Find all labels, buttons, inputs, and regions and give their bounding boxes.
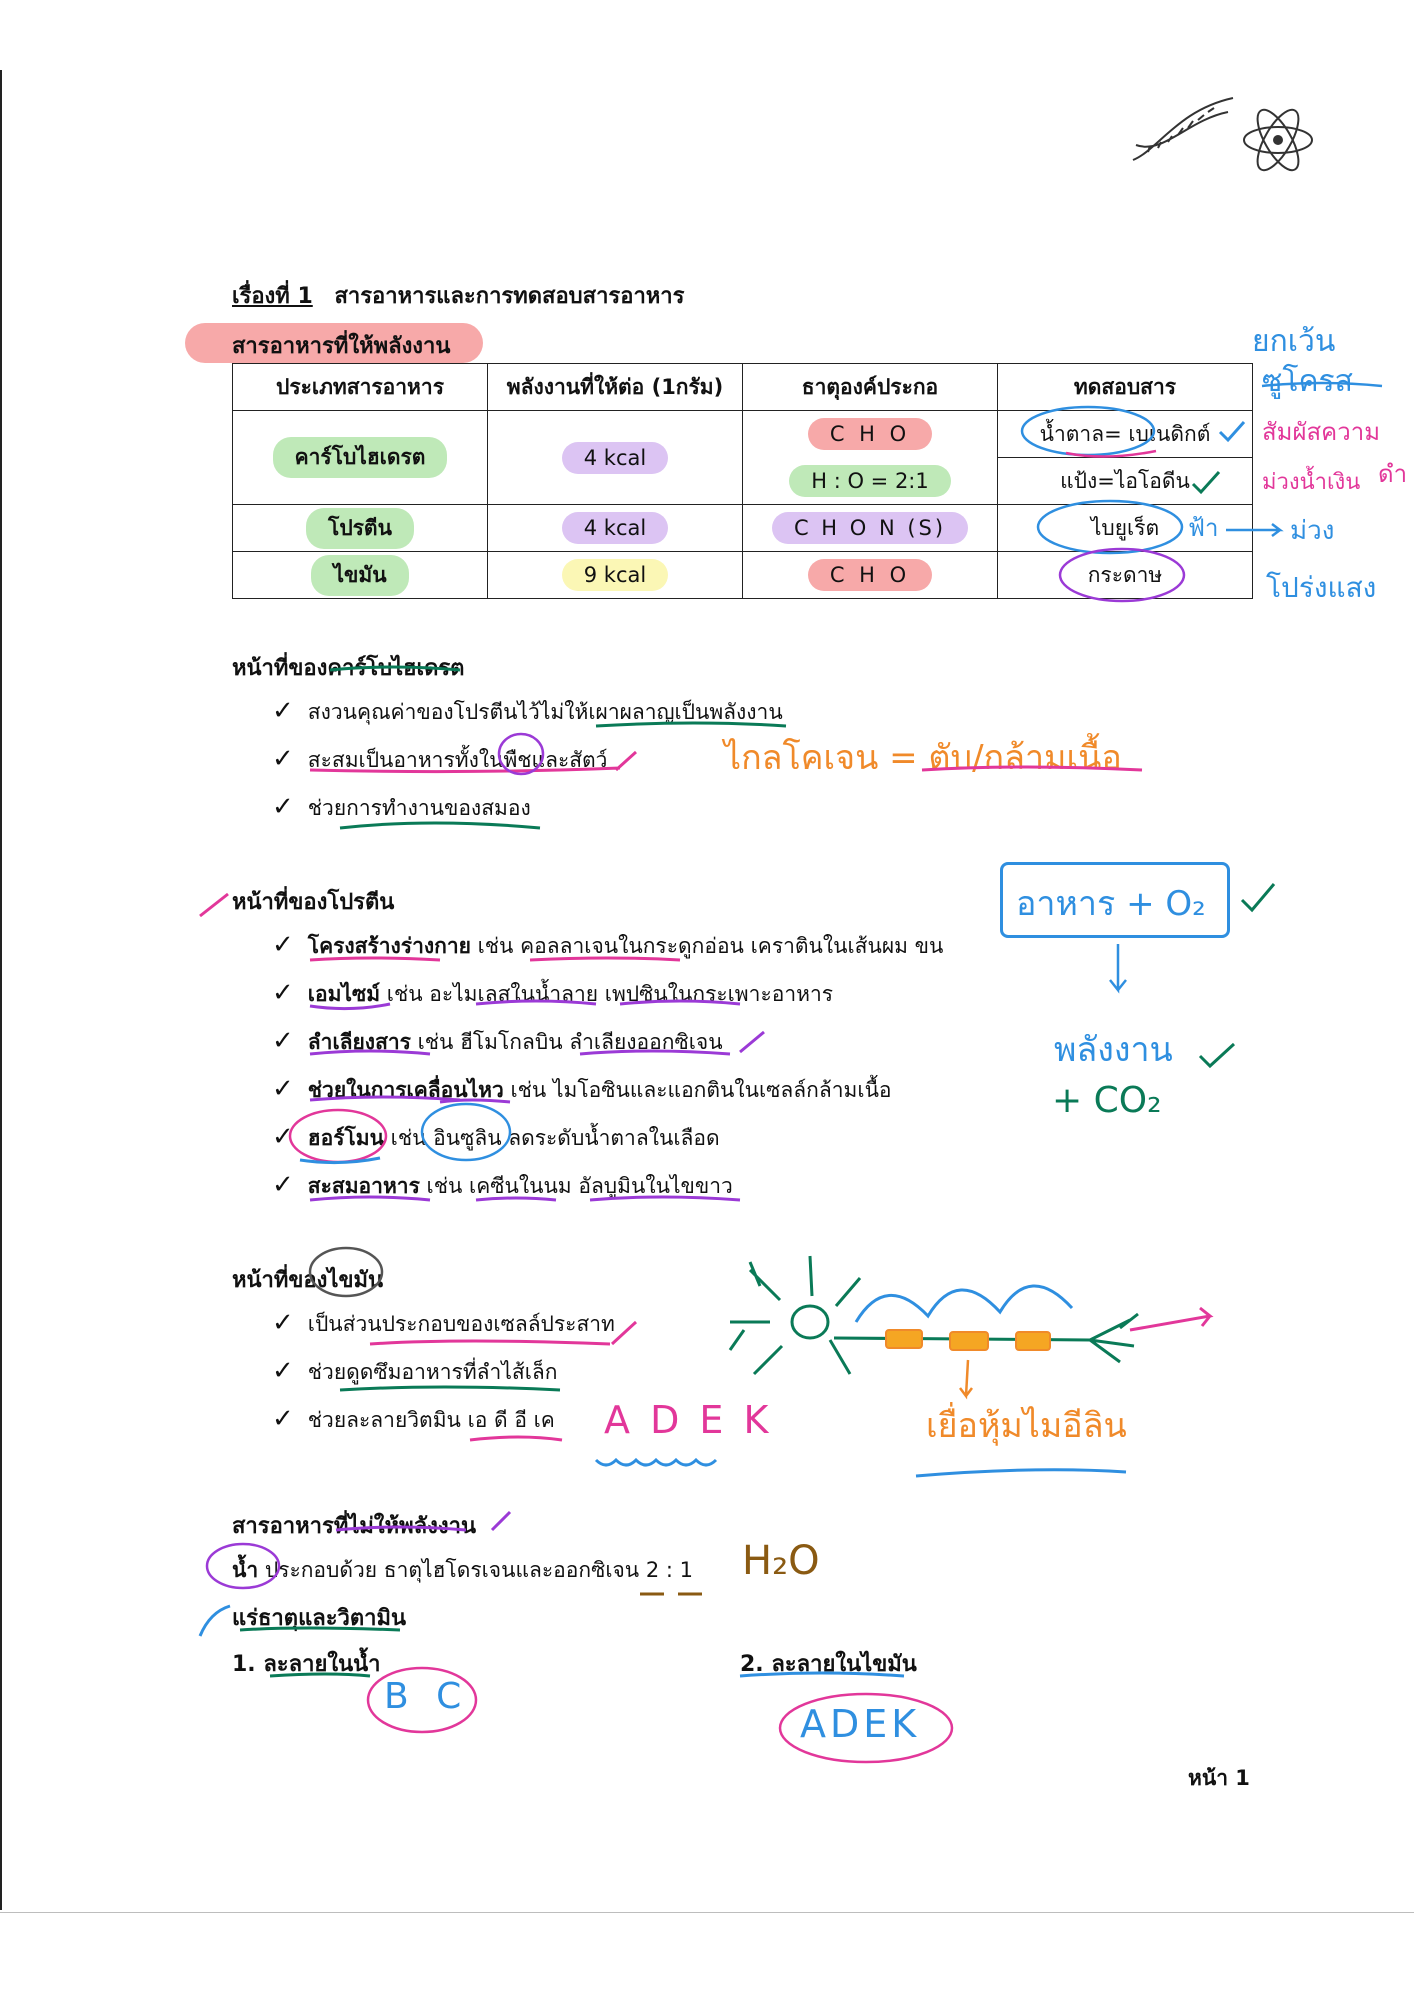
column-header: ประเภทสารอาหาร [233,364,488,411]
list-item-term: ลำเลียงสาร [307,1030,411,1054]
neuron-sketch [730,1256,1138,1374]
list-item-text: เป็นส่วนประกอบของเซลล์ประสาท [307,1312,615,1336]
test-reagent: น้ำตาล= เบเนดิกต์ [1039,421,1211,446]
column-header: ทดสอบสาร [998,364,1253,411]
list-item [272,1026,723,1059]
list-item [272,930,943,963]
wavy-underline [596,1460,716,1465]
note-bc: B C [384,1676,470,1717]
table-cell [743,505,998,552]
fat-soluble-label: 2. ละลายในไขมัน [740,1652,917,1677]
protein-section-heading: หน้าที่ของโปรตีน [232,890,395,915]
list-item [272,696,783,729]
underline-mark [916,1470,1126,1476]
check-icon: ✓ [272,696,294,726]
table-cell [233,411,488,505]
check-icon: ✓ [272,1026,294,1056]
check-icon: ✓ [272,930,294,960]
lesson-title [232,278,684,313]
food-type: โปรตีน [306,508,414,549]
column-header: ธาตุองค์ประกอ [743,364,998,411]
food-type: คาร์โบไฮเดรต [273,437,448,478]
non-energy-heading: สารอาหารที่ไม่ให้พลังงาน [232,1514,477,1539]
note-myelin: เยื่อหุ้มไมอีลิน [926,1406,1127,1446]
element-composition: C H O [808,559,932,591]
fat-section-heading: หน้าที่ของไขมัน [232,1268,384,1293]
note-color-3: ดำ [1378,460,1408,488]
list-item [272,1122,720,1155]
table-row [233,505,1253,552]
list-item-text: เช่น ฮีโมโกลบิน ลำเลียงออกซิเจน [410,1030,723,1054]
table-cell [743,458,998,505]
list-item [272,744,607,777]
list-item-term: ฮอร์โมน [307,1126,384,1150]
check-icon: ✓ [272,1404,294,1434]
note-sucrose: ซูโครส [1262,364,1353,399]
food-type: ไขมัน [311,555,408,596]
list-item-term: ช่วยในการเคลื่อนไหว [307,1078,504,1102]
check-icon: ✓ [272,1308,294,1338]
respiration-energy: พลังงาน [1054,1030,1173,1070]
note-biuret-blue: ฟ้า [1188,514,1219,542]
energy-value: 9 kcal [562,559,668,591]
lesson-number: เรื่องที่ 1 [232,284,313,309]
list-item-term: สะสมอาหาร [307,1174,420,1198]
saltatory-arrows [856,1286,1072,1322]
column-header: พลังงานที่ให้ต่อ (1กรัม) [488,364,743,411]
list-item [272,1308,615,1341]
table-cell [998,411,1253,458]
check-icon: ✓ [272,792,294,822]
nutrient-table [232,363,1253,599]
table-cell [998,552,1253,599]
table-header-row [233,364,1253,411]
note-adek: A D E K [604,1398,773,1442]
table-row [233,552,1253,599]
table-cell [488,552,743,599]
test-reagent: แป้ง=ไอโอดีน [1060,468,1190,493]
check-icon: ✓ [272,1074,294,1104]
table-row [233,411,1253,458]
dna-icon [1128,90,1238,170]
list-item-text: ช่วยละลายวิตมิน เอ ดี อี เค [307,1408,555,1432]
test-reagent: กระดาษ [1087,562,1163,587]
check-mark [1242,884,1274,910]
table-cell [488,411,743,505]
note-color-1: สัมผัสความ [1262,418,1381,446]
water-line [232,1554,693,1587]
list-item-text: ช่วยดูดซึมอาหารที่ลำไส้เล็ก [307,1360,558,1384]
underline-mark [470,1437,562,1440]
table-cell [743,411,998,458]
check-icon: ✓ [272,1170,294,1200]
arrow-mark [1130,1308,1210,1330]
table-cell [488,505,743,552]
energy-value: 4 kcal [562,512,668,544]
lesson-title-text: สารอาหารและการทดสอบสารอาหาร [334,284,685,309]
page-left-border [0,70,2,1910]
list-item-text: เช่น อะไมเลสในน้ำลาย เพปซินในกระเพาะอาหาร [380,982,834,1006]
table-cell [233,552,488,599]
element-composition: C H O N (S) [772,512,968,544]
note-water-formula: H₂O [742,1538,820,1584]
list-item [272,1170,733,1203]
energy-section-heading: สารอาหารที่ให้พลังงาน [232,334,451,359]
minerals-heading: แร่ธาตุและวิตามิน [232,1606,407,1631]
list-item-text: สงวนคุณค่าของโปรตีนไว้ไม่ให้เผาผลาญเป็นพลังงาน [307,700,783,724]
table-cell [233,505,488,552]
check-mark [1200,1044,1234,1066]
tick-mark [200,1606,230,1636]
check-icon: ✓ [272,744,294,774]
arrow-mark [1110,944,1126,990]
water-term: น้ำ [232,1558,259,1582]
note-except: ยกเว้น [1252,324,1336,359]
note-biuret-purple: ม่วง [1290,516,1335,546]
list-item-text: ช่วยการทำงานของสมอง [307,796,531,820]
check-icon: ✓ [272,978,294,1008]
list-item-term: โครงสร้างร่างกาย [307,934,471,958]
check-icon: ✓ [272,1356,294,1386]
list-item-text: เช่น เคซีนในนม อัลบูมินในไขขาว [419,1174,733,1198]
list-item [272,792,531,825]
table-cell [743,552,998,599]
underline-mark [300,1158,380,1163]
check-icon: ✓ [272,1122,294,1152]
tick-mark [200,894,228,916]
note-translucent: โปร่งแสง [1266,571,1377,604]
arrow-mark [960,1360,972,1396]
note-color-2: ม่วงน้ำเงิน [1262,470,1361,495]
table-cell [998,458,1253,505]
element-ratio: H : O = 2:1 [789,465,951,497]
list-item [272,1356,557,1389]
list-item-text: สะสมเป็นอาหารทั้งในพืชและสัตว์ [307,748,608,772]
water-text: ประกอบด้วย ธาตุไฮโดรเจนและออกซิเจน 2 : 1 [258,1558,693,1582]
respiration-equation: อาหาร + O₂ [1016,884,1206,924]
respiration-co2: + CO₂ [1052,1080,1162,1121]
page-bottom-divider [0,1912,1414,1913]
water-soluble-label: 1. ละลายในน้ำ [232,1652,381,1677]
myelin-sheath [886,1330,1050,1350]
list-item [272,1074,892,1107]
element-composition: C H O [808,418,932,450]
list-item [272,978,833,1011]
carb-section-heading: หน้าที่ของคาร์โบไฮเดรต [232,656,465,681]
test-reagent: ไบยูเร็ต [1090,515,1160,540]
list-item-term: เอมไซม์ [307,982,381,1006]
list-item-text: เช่น อินซูลิน ลดระดับน้ำตาลในเลือด [383,1126,720,1150]
atom-icon [1238,100,1318,180]
energy-value: 4 kcal [562,442,668,474]
list-item [272,1404,555,1437]
list-item-text: เช่น คอลลาเจนในกระดูกอ่อน เคราตินในเส้นผม ขน [470,934,944,958]
page-number: หน้า 1 [1188,1766,1250,1790]
list-item-text: เช่น ไมโอซินและแอกตินในเซลล์กล้ามเนื้อ [503,1078,892,1102]
note-adek-2: ADEK [800,1702,921,1746]
note-glycogen: ไกลโคเจน = ตับ/กล้ามเนื้อ [724,738,1122,778]
